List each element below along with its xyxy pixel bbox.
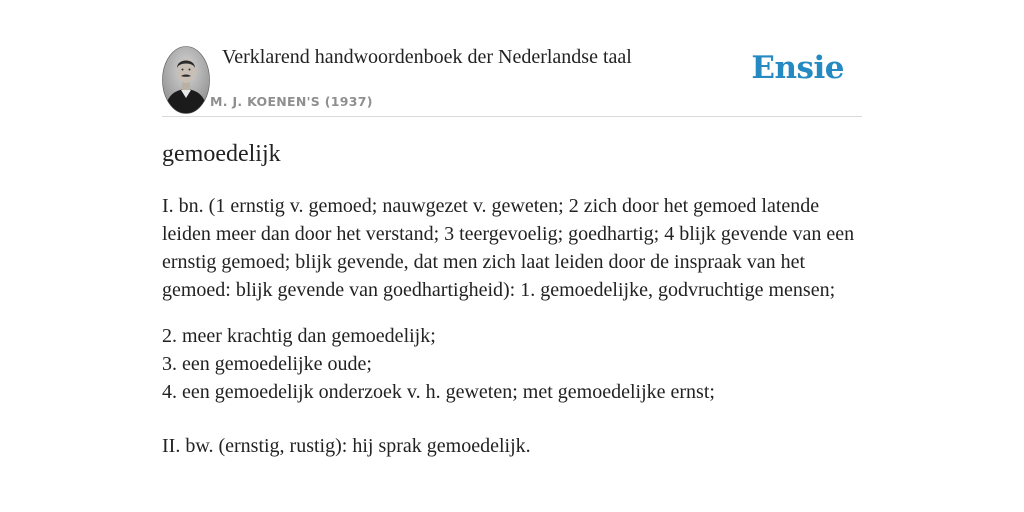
sense-adverb: II. bw. (ernstig, rustig): hij sprak gemoedelijk. (162, 435, 531, 457)
sense-example: 2. meer krachtig dan gemoedelijk; (162, 325, 436, 347)
sense-example: 4. een gemoedelijk onderzoek v. h. geweten; met gemoedelijke ernst; (162, 381, 715, 403)
sense-group-2 (162, 432, 862, 460)
sense-group-1 (162, 192, 862, 304)
dictionary-title: Verklarend handwoordenboek der Nederlandse taal (222, 46, 632, 68)
sense-example: 3. een gemoedelijke oude; (162, 353, 372, 375)
dictionary-author: M. J. KOENEN'S (1937) (210, 94, 373, 109)
ensie-logo[interactable]: Ensie (751, 50, 844, 86)
dictionary-header (162, 40, 862, 117)
entry-headword: gemoedelijk (162, 141, 281, 167)
sense-group-examples (162, 322, 862, 406)
sense-definition: I. bn. (1 ernstig v. gemoed; nauwgezet v. geweten; 2 zich door het gemoed latende leiden meer dan door het verstand; 3 teergevoelig; goedhartig; 4 blijk gevende van een ernstig gemoed; blijk gevende, dat men zich laat leiden door de inspraak van het gemoed: blijk gevende van goedhartigheid): 1. gemoedelijke, godvruchtige mensen; (162, 195, 855, 301)
author-portrait-icon (162, 46, 210, 114)
dictionary-entry (162, 138, 862, 460)
